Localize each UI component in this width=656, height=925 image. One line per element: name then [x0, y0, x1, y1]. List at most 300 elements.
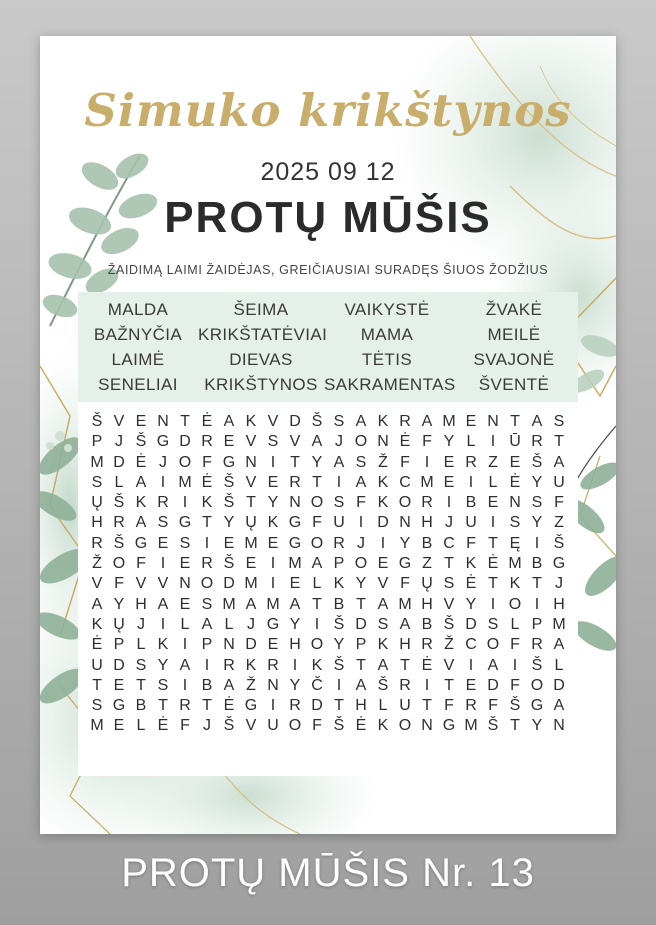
grid-letter: U: [553, 473, 565, 491]
word-item: TĖTIS: [361, 350, 413, 369]
grid-letter: A: [531, 413, 543, 430]
word-item: MEILĖ: [487, 325, 541, 344]
grid-letter: R: [267, 656, 279, 674]
grid-letter: N: [157, 413, 169, 430]
grid-letter: Ž: [246, 676, 256, 694]
grid-letter: E: [223, 433, 235, 451]
grid-letter: S: [333, 413, 345, 430]
grid-letter: N: [179, 575, 191, 593]
grid-letter: E: [509, 453, 521, 471]
grid-letter: N: [267, 676, 279, 694]
grid-letter: T: [312, 473, 322, 491]
grid-letter: R: [289, 473, 301, 491]
grid-letter: M: [442, 413, 456, 430]
grid-letter: Š: [113, 534, 125, 552]
grid-letter: D: [179, 433, 191, 451]
grid-letter: N: [487, 413, 499, 430]
grid-letter: K: [245, 413, 257, 430]
grid-letter: O: [200, 575, 214, 593]
grid-letter: F: [136, 555, 146, 573]
grid-letter: J: [115, 433, 123, 451]
grid-letter: L: [378, 697, 388, 715]
grid-letter: M: [244, 575, 258, 593]
grid-letter: T: [202, 514, 212, 532]
grid-letter: T: [158, 697, 168, 715]
grid-letter: N: [289, 494, 301, 512]
grid-letter: H: [553, 595, 565, 613]
word-item: SVAJONĖ: [473, 350, 555, 369]
grid-letter: A: [201, 615, 213, 633]
grid-letter: A: [355, 413, 367, 430]
grid-letter: L: [136, 717, 146, 735]
grid-letter: T: [356, 595, 366, 613]
grid-letter: N: [245, 453, 257, 471]
word-item: MALDA: [107, 300, 169, 319]
grid-letter: R: [113, 514, 125, 532]
word-item: ŽVAKĖ: [485, 300, 543, 319]
grid-letter: J: [555, 575, 563, 593]
grid-letter: A: [487, 656, 499, 674]
grid-letter: T: [510, 717, 520, 735]
grid-letter: I: [490, 433, 496, 451]
grid-letter: E: [179, 595, 191, 613]
grid-letter: D: [553, 676, 565, 694]
grid-letter: E: [443, 453, 455, 471]
grid-letter: T: [92, 676, 102, 694]
grid-letter: Y: [267, 494, 279, 512]
grid-letter: Ė: [355, 717, 367, 735]
grid-letter: O: [310, 494, 324, 512]
grid-letter: S: [377, 615, 389, 633]
grid-letter: I: [468, 473, 474, 491]
grid-letter: A: [355, 473, 367, 491]
grid-letter: T: [444, 555, 454, 573]
grid-letter: Ė: [201, 413, 213, 430]
grid-letter: A: [355, 676, 367, 694]
grid-letter: V: [245, 433, 257, 451]
grid-letter: S: [553, 413, 565, 430]
grid-letter: K: [333, 575, 345, 593]
grid-letter: B: [333, 595, 345, 613]
grid-letter: Ė: [223, 697, 235, 715]
word-item: BAŽNYČIA: [93, 325, 183, 344]
grid-letter: S: [487, 615, 499, 633]
grid-letter: E: [113, 717, 125, 735]
grid-letter: H: [91, 514, 103, 532]
grid-letter: M: [90, 717, 104, 735]
word-item: KRIKŠTATĖVIAI: [198, 325, 328, 344]
grid-letter: Š: [531, 656, 543, 674]
grid-letter: S: [201, 595, 213, 613]
grid-letter: D: [113, 656, 125, 674]
grid-letter: I: [490, 514, 496, 532]
grid-letter: P: [91, 433, 103, 451]
grid-letter: R: [201, 433, 213, 451]
grid-letter: M: [178, 473, 192, 491]
grid-letter: T: [532, 575, 542, 593]
grid-letter: V: [135, 575, 147, 593]
grid-letter: K: [245, 656, 257, 674]
puzzle-heading: PROTŲ MŪŠIS: [164, 193, 492, 242]
grid-letter: Ų: [421, 575, 433, 593]
grid-letter: Y: [333, 636, 345, 654]
grid-letter: M: [464, 717, 478, 735]
grid-letter: V: [245, 717, 257, 735]
grid-letter: K: [377, 636, 389, 654]
grid-letter: S: [509, 514, 521, 532]
grid-letter: K: [157, 636, 169, 654]
grid-letter: Š: [531, 453, 543, 471]
grid-letter: E: [487, 494, 499, 512]
puzzle-instructions: ŽAIDIMĄ LAIMI ŽAIDĖJAS, GREIČIAUSIAI SURADĘS ŠIUOS ŽODŽIUS: [107, 263, 549, 277]
grid-letter: I: [160, 615, 166, 633]
grid-letter: A: [157, 595, 169, 613]
grid-letter: I: [182, 494, 188, 512]
grid-letter: F: [466, 534, 476, 552]
grid-letter: R: [399, 413, 411, 430]
grid-letter: Ė: [465, 575, 477, 593]
grid-letter: F: [422, 433, 432, 451]
grid-letter: M: [420, 473, 434, 491]
grid-letter: K: [311, 656, 323, 674]
grid-letter: Ė: [421, 656, 433, 674]
grid-letter: H: [421, 595, 433, 613]
grid-letter: N: [509, 494, 521, 512]
grid-letter: I: [182, 676, 188, 694]
grid-letter: M: [288, 555, 302, 573]
grid-letter: A: [245, 595, 257, 613]
grid-letter: R: [91, 534, 103, 552]
word-item: DIEVAS: [229, 350, 293, 369]
word-item: ŠEIMA: [233, 300, 289, 319]
grid-letter: Š: [333, 717, 345, 735]
grid-letter: M: [398, 595, 412, 613]
grid-letter: F: [180, 717, 190, 735]
grid-letter: Ų: [113, 615, 125, 633]
grid-letter: V: [245, 473, 257, 491]
grid-letter: Z: [554, 514, 564, 532]
grid-letter: L: [312, 575, 322, 593]
grid-letter: K: [509, 575, 521, 593]
grid-letter: C: [465, 636, 477, 654]
grid-letter: D: [377, 514, 389, 532]
grid-letter: E: [267, 473, 279, 491]
event-title: Simuko krikštynos: [84, 84, 572, 137]
grid-letter: Š: [135, 433, 147, 451]
grid-letter: O: [310, 636, 324, 654]
grid-letter: Y: [531, 473, 543, 491]
grid-letter: O: [288, 717, 302, 735]
grid-letter: Š: [223, 494, 235, 512]
puzzle-number-caption: PROTŲ MŪŠIS Nr. 13: [121, 851, 535, 895]
grid-letter: E: [113, 676, 125, 694]
word-item: VAIKYSTĖ: [344, 300, 430, 319]
grid-letter: Y: [399, 534, 411, 552]
grid-letter: N: [223, 636, 235, 654]
grid-letter: V: [267, 413, 279, 430]
grid-letter: H: [355, 697, 367, 715]
grid-letter: O: [398, 717, 412, 735]
grid-letter: E: [157, 534, 169, 552]
grid-letter: M: [244, 534, 258, 552]
grid-letter: G: [530, 697, 544, 715]
grid-letter: Ė: [509, 473, 521, 491]
grid-letter: Š: [443, 615, 455, 633]
grid-letter: K: [135, 494, 147, 512]
grid-letter: Y: [311, 453, 323, 471]
grid-letter: T: [202, 697, 212, 715]
grid-letter: F: [488, 697, 498, 715]
grid-letter: B: [531, 555, 543, 573]
grid-letter: M: [222, 595, 236, 613]
grid-letter: R: [157, 494, 169, 512]
grid-letter: G: [178, 514, 192, 532]
word-item: MAMA: [360, 325, 414, 344]
grid-letter: S: [157, 676, 169, 694]
word-item: SENELIAI: [98, 375, 178, 394]
grid-letter: A: [553, 453, 565, 471]
grid-letter: T: [510, 413, 520, 430]
grid-letter: L: [466, 433, 476, 451]
grid-letter: A: [553, 636, 565, 654]
grid-letter: G: [288, 514, 302, 532]
grid-letter: B: [135, 697, 147, 715]
grid-letter: S: [531, 494, 543, 512]
grid-letter: I: [336, 676, 342, 694]
grid-letter: K: [201, 494, 213, 512]
grid-letter: E: [245, 555, 257, 573]
grid-letter: O: [354, 555, 368, 573]
grid-letter: B: [201, 676, 213, 694]
grid-letter: T: [180, 413, 190, 430]
grid-letter: F: [510, 636, 520, 654]
word-item: LAIMĖ: [111, 350, 165, 369]
grid-letter: I: [292, 656, 298, 674]
grid-letter: J: [247, 615, 255, 633]
letter-grid-panel: [78, 402, 578, 776]
grid-letter: Ė: [91, 636, 103, 654]
grid-letter: I: [446, 494, 452, 512]
grid-letter: J: [357, 534, 365, 552]
grid-letter: O: [486, 636, 500, 654]
grid-letter: K: [377, 717, 389, 735]
grid-letter: I: [182, 636, 188, 654]
grid-letter: N: [553, 717, 565, 735]
grid-letter: I: [204, 534, 210, 552]
grid-letter: S: [355, 453, 367, 471]
grid-letter: U: [333, 514, 345, 532]
grid-letter: I: [534, 534, 540, 552]
grid-letter: Ė: [487, 555, 499, 573]
grid-letter: Ž: [378, 453, 388, 471]
grid-letter: R: [333, 534, 345, 552]
grid-letter: R: [421, 494, 433, 512]
grid-letter: K: [267, 514, 279, 532]
grid-letter: S: [333, 494, 345, 512]
grid-letter: E: [223, 534, 235, 552]
grid-letter: F: [312, 717, 322, 735]
grid-letter: L: [488, 473, 498, 491]
grid-letter: E: [267, 636, 279, 654]
grid-letter: A: [377, 595, 389, 613]
grid-letter: K: [377, 494, 389, 512]
grid-letter: U: [465, 514, 477, 532]
grid-letter: Š: [333, 656, 345, 674]
grid-letter: Y: [531, 717, 543, 735]
grid-letter: Ė: [157, 717, 169, 735]
grid-letter: J: [335, 433, 343, 451]
grid-letter: L: [510, 615, 520, 633]
grid-letter: Š: [311, 413, 323, 430]
grid-letter: Ė: [201, 473, 213, 491]
grid-letter: U: [399, 697, 411, 715]
grid-letter: J: [203, 717, 211, 735]
grid-letter: R: [289, 697, 301, 715]
grid-letter: K: [465, 555, 477, 573]
grid-letter: I: [468, 656, 474, 674]
grid-letter: A: [135, 473, 147, 491]
grid-letter: N: [399, 514, 411, 532]
grid-letter: Y: [157, 656, 169, 674]
grid-letter: B: [421, 615, 433, 633]
grid-letter: T: [444, 676, 454, 694]
grid-letter: G: [552, 555, 566, 573]
grid-letter: Ų: [245, 514, 257, 532]
grid-letter: V: [289, 433, 301, 451]
grid-letter: V: [443, 595, 455, 613]
grid-letter: V: [113, 413, 125, 430]
grid-letter: T: [334, 697, 344, 715]
grid-letter: F: [400, 575, 410, 593]
grid-letter: Ė: [135, 453, 147, 471]
grid-letter: T: [488, 534, 498, 552]
grid-letter: Y: [289, 676, 301, 694]
grid-letter: O: [112, 555, 126, 573]
grid-letter: V: [157, 575, 169, 593]
grid-letter: T: [312, 595, 322, 613]
grid-letter: A: [223, 676, 235, 694]
grid-letter: Z: [422, 555, 432, 573]
grid-letter: Ų: [91, 494, 103, 512]
grid-letter: T: [554, 433, 564, 451]
grid-letter: G: [288, 534, 302, 552]
grid-letter: K: [91, 615, 103, 633]
letter-grid: [86, 412, 570, 737]
grid-letter: Z: [488, 453, 498, 471]
grid-letter: J: [137, 615, 145, 633]
grid-letter: A: [421, 413, 433, 430]
grid-letter: H: [399, 636, 411, 654]
grid-letter: Š: [223, 717, 235, 735]
grid-letter: T: [488, 575, 498, 593]
word-item: SAKRAMENTAS: [324, 375, 456, 394]
grid-letter: R: [465, 697, 477, 715]
grid-letter: Y: [223, 514, 235, 532]
grid-letter: G: [398, 555, 412, 573]
grid-letter: B: [465, 494, 477, 512]
grid-letter: H: [135, 595, 147, 613]
grid-letter: R: [399, 676, 411, 694]
grid-letter: B: [421, 534, 433, 552]
grid-letter: R: [421, 636, 433, 654]
grid-letter: D: [465, 615, 477, 633]
grid-letter: P: [531, 615, 543, 633]
grid-letter: J: [159, 453, 167, 471]
grid-letter: F: [312, 514, 322, 532]
grid-letter: I: [204, 656, 210, 674]
grid-letter: C: [399, 473, 411, 491]
grid-letter: O: [530, 676, 544, 694]
grid-letter: Y: [355, 575, 367, 593]
grid-letter: Y: [289, 615, 301, 633]
grid-letter: Š: [377, 676, 389, 694]
grid-letter: A: [311, 433, 323, 451]
grid-letter: T: [356, 656, 366, 674]
word-list: [78, 292, 578, 402]
grid-letter: D: [245, 636, 257, 654]
grid-letter: G: [222, 453, 236, 471]
grid-letter: O: [310, 534, 324, 552]
grid-letter: U: [91, 656, 103, 674]
grid-letter: Č: [311, 676, 323, 694]
grid-letter: H: [421, 514, 433, 532]
grid-letter: L: [224, 615, 234, 633]
grid-letter: Ū: [509, 433, 521, 451]
grid-letter: A: [333, 453, 345, 471]
grid-letter: L: [180, 615, 190, 633]
grid-letter: I: [270, 697, 276, 715]
grid-letter: Š: [487, 717, 499, 735]
grid-letter: Y: [113, 595, 125, 613]
grid-letter: K: [377, 413, 389, 430]
grid-letter: A: [91, 595, 103, 613]
grid-letter: R: [531, 433, 543, 451]
grid-letter: D: [113, 453, 125, 471]
grid-letter: P: [355, 636, 367, 654]
grid-letter: I: [380, 534, 386, 552]
grid-letter: Ę: [509, 534, 521, 552]
grid-letter: I: [424, 676, 430, 694]
grid-letter: G: [244, 697, 258, 715]
grid-letter: T: [400, 656, 410, 674]
grid-letter: I: [512, 656, 518, 674]
grid-letter: Y: [443, 433, 455, 451]
grid-letter: A: [289, 595, 301, 613]
grid-letter: S: [267, 433, 279, 451]
grid-letter: Š: [509, 697, 521, 715]
grid-letter: P: [201, 636, 213, 654]
grid-letter: P: [333, 555, 345, 573]
grid-letter: A: [311, 555, 323, 573]
grid-letter: R: [201, 555, 213, 573]
grid-letter: I: [358, 514, 364, 532]
grid-letter: G: [112, 697, 126, 715]
grid-letter: F: [356, 494, 366, 512]
event-date: 2025 09 12: [260, 158, 396, 186]
grid-letter: Ž: [444, 636, 454, 654]
grid-letter: Y: [531, 514, 543, 532]
grid-letter: C: [443, 534, 455, 552]
grid-letter: V: [443, 656, 455, 674]
grid-letter: A: [399, 615, 411, 633]
grid-letter: R: [179, 697, 191, 715]
grid-letter: E: [465, 676, 477, 694]
grid-letter: S: [157, 514, 169, 532]
grid-letter: G: [134, 534, 148, 552]
grid-letter: F: [202, 453, 212, 471]
grid-letter: N: [377, 433, 389, 451]
grid-letter: S: [91, 473, 103, 491]
